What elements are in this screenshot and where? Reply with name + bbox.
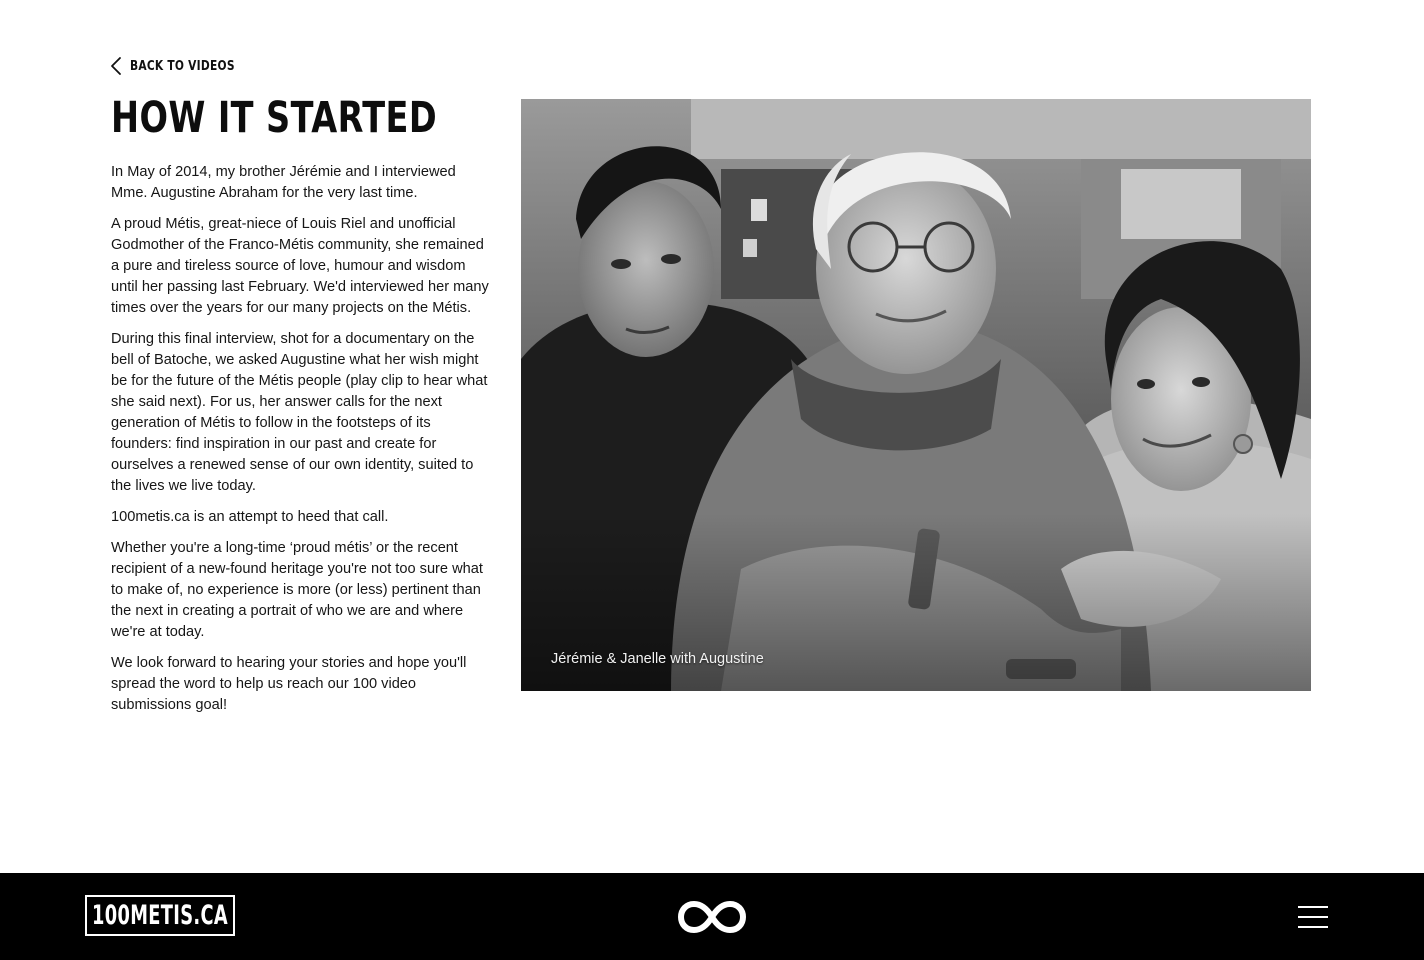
article-paragraph: Whether you're a long-time ‘proud métis’ or the recent recipient of a new-found heritage you're not too sure what to make of, no experience is more (or less) pertinent than the next in creating a portrait of who we are and where we're at today.: [111, 540, 483, 640]
infinity-icon[interactable]: [678, 899, 746, 935]
feature-photo: [521, 99, 1311, 691]
article-paragraph: In May of 2014, my brother Jérémie and I interviewed Mme. Augustine Abraham for the very last time.: [111, 164, 456, 201]
hamburger-menu-icon[interactable]: [1298, 905, 1328, 929]
menu-line: [1298, 926, 1328, 928]
photo-caption: Jérémie & Janelle with Augustine: [551, 651, 764, 667]
back-to-videos-link[interactable]: [110, 54, 258, 78]
back-to-videos-label: BACK TO VIDEOS: [130, 58, 235, 74]
page-title: HOW IT STARTED: [111, 93, 438, 143]
article-paragraph: We look forward to hearing your stories and hope you'll spread the word to help us reach our 100 video submissions goal!: [111, 655, 467, 713]
menu-line: [1298, 916, 1328, 918]
menu-line: [1298, 906, 1328, 908]
article-paragraph: 100metis.ca is an attempt to heed that call.: [111, 509, 389, 525]
site-footer: [0, 873, 1424, 960]
chevron-left-icon: [110, 56, 122, 76]
article-body: [111, 162, 493, 726]
article-paragraph: During this final interview, shot for a documentary on the bell of Batoche, we asked Augustine what her wish might be for the future of the Métis people (play clip to hear what she said next). For us, her answer calls for the next generation of Métis to follow in the footsteps of its founders: find inspiration in our past and create for ourselves a renewed sense of our own identity, suited to the lives we live today.: [111, 331, 488, 494]
photo-illustration: [521, 99, 1311, 691]
article-paragraph: A proud Métis, great-niece of Louis Riel and unofficial Godmother of the Franco-Métis community, she remained a pure and tireless source of love, humour and wisdom until her passing last February. We'd interviewed her many times over the years for our many projects on the Métis.: [111, 216, 489, 316]
site-logo[interactable]: [85, 895, 235, 936]
site-logo-text: 100METIS.CA: [91, 900, 229, 931]
